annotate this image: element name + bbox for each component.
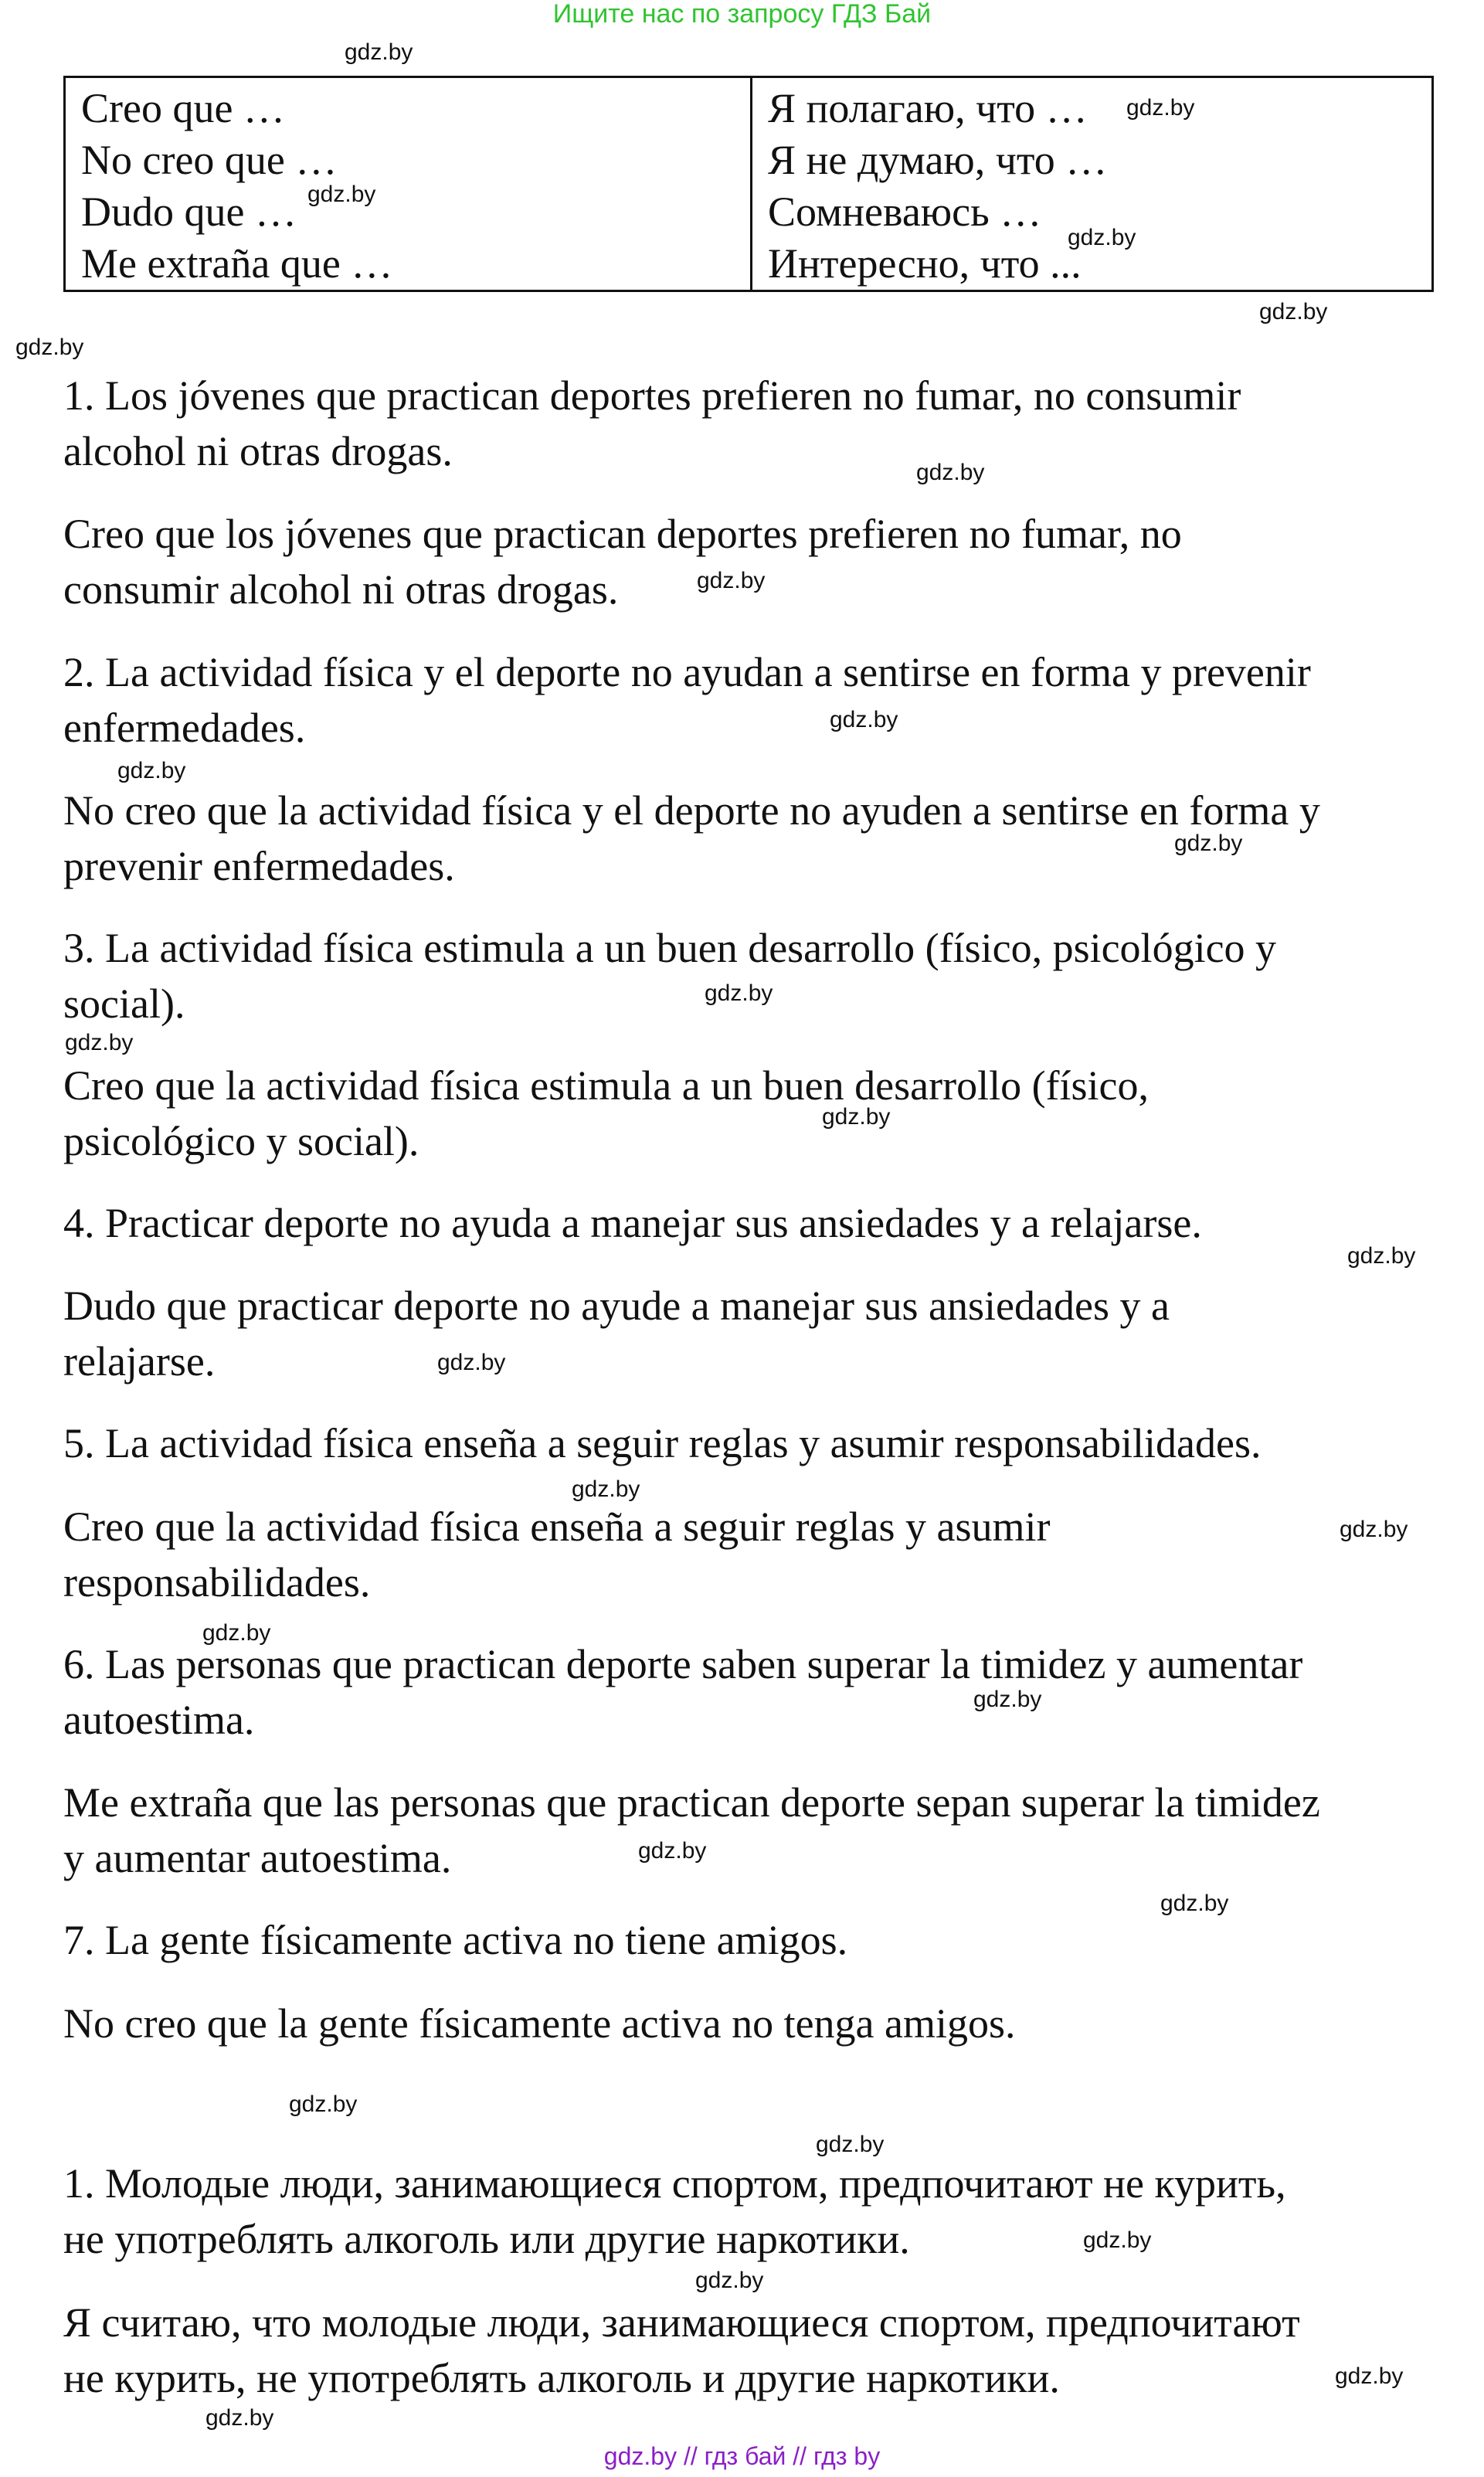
- text-line: 4. Practicar deporte no ayuda a manejar sus ansiedades y a relajarse.: [63, 1200, 1202, 1246]
- text-line: 3. La actividad física estimula a un buen desarrollo (físico, psicológico y: [63, 925, 1277, 971]
- statement-1: [63, 368, 1438, 479]
- watermark: gdz.by: [437, 1350, 506, 1375]
- watermark: gdz.by: [15, 335, 84, 360]
- text-line: не курить, не употреблять алкоголь и другие наркотики.: [63, 2355, 1060, 2401]
- watermark: gdz.by: [1174, 831, 1243, 856]
- text-line: responsabilidades.: [63, 1559, 371, 1605]
- russian-phrase: Интересно, что ...: [768, 240, 1082, 287]
- watermark: gdz.by: [695, 2268, 764, 2293]
- watermark: gdz.by: [1160, 1891, 1229, 1916]
- statement-6: [63, 1636, 1438, 1748]
- spanish-phrase: Creo que …: [81, 85, 285, 131]
- phrase-table: [63, 76, 1434, 292]
- watermark: gdz.by: [117, 758, 186, 783]
- watermark: gdz.by: [973, 1687, 1042, 1712]
- text-line: 7. La gente físicamente activa no tiene amigos.: [63, 1917, 848, 1963]
- text-line: 5. La actividad física enseña a seguir reglas y asumir responsabilidades.: [63, 1420, 1262, 1466]
- watermark: gdz.by: [1335, 2363, 1404, 2389]
- watermark: gdz.by: [830, 707, 898, 732]
- watermark: gdz.by: [1340, 1517, 1408, 1542]
- spanish-phrase: No creo que …: [81, 137, 338, 183]
- text-line: Me extraña que las personas que practican deporte sepan superar la timidez: [63, 1779, 1320, 1826]
- watermark: gdz.by: [816, 2132, 885, 2157]
- watermark: gdz.by: [65, 1030, 134, 1055]
- spanish-phrases-cell: [65, 77, 752, 291]
- bottom-banner[interactable]: gdz.by // гдз бай // гдз by: [603, 2442, 881, 2470]
- watermark: gdz.by: [1347, 1243, 1416, 1269]
- answer-3: [63, 1058, 1438, 1169]
- text-line: No creo que la actividad física y el deporte no ayuden a sentirse en forma y: [63, 787, 1320, 834]
- text-line: Creo que la actividad física enseña a seguir reglas y asumir: [63, 1504, 1051, 1550]
- text-line: Creo que los jóvenes que practican deportes prefieren no fumar, no: [63, 511, 1182, 557]
- text-line: y aumentar autoestima.: [63, 1835, 452, 1881]
- watermark: gdz.by: [1068, 225, 1136, 250]
- text-line: relajarse.: [63, 1338, 216, 1385]
- watermark: gdz.by: [697, 568, 766, 593]
- statement-5: [63, 1415, 1438, 1471]
- text-line: Creo que la actividad física estimula a un buen desarrollo (físico,: [63, 1062, 1150, 1109]
- answer-6: [63, 1775, 1438, 1886]
- statement-3: [63, 920, 1438, 1031]
- text-line: 1. Молодые люди, занимающиеся спортом, предпочитают не курить,: [63, 2160, 1286, 2207]
- watermark: gdz.by: [705, 980, 773, 1006]
- russian-phrase: Я полагаю, что …: [768, 85, 1088, 131]
- answer-7: [63, 1996, 1438, 2051]
- watermark: gdz.by: [638, 1838, 707, 1864]
- text-line: consumir alcohol ni otras drogas.: [63, 566, 619, 613]
- text-line: Dudo que practicar deporte no ayude a manejar sus ansiedades y a: [63, 1283, 1170, 1329]
- translation-statement-1: [63, 2156, 1438, 2267]
- statement-7: [63, 1912, 1438, 1968]
- top-banner[interactable]: Ищите нас по запросу ГДЗ Бай: [552, 0, 932, 29]
- spanish-phrase: Me extraña que …: [81, 240, 393, 287]
- text-line: enfermedades.: [63, 705, 306, 751]
- text-line: не употреблять алкоголь или другие наркотики.: [63, 2216, 910, 2262]
- russian-phrase: Сомневаюсь …: [768, 189, 1042, 235]
- answer-5: [63, 1499, 1438, 1610]
- watermark: gdz.by: [205, 2405, 274, 2431]
- answer-4: [63, 1278, 1438, 1389]
- watermark: gdz.by: [1259, 299, 1328, 324]
- watermark: gdz.by: [1083, 2227, 1152, 2253]
- text-line: alcohol ni otras drogas.: [63, 428, 453, 474]
- answer-1: [63, 506, 1438, 617]
- text-line: autoestima.: [63, 1697, 255, 1743]
- watermark: gdz.by: [916, 460, 985, 485]
- watermark: gdz.by: [1126, 95, 1195, 121]
- text-line: 6. Las personas que practican deporte saben superar la timidez y aumentar: [63, 1641, 1303, 1687]
- russian-phrases-cell: [752, 77, 1433, 291]
- watermark: gdz.by: [289, 2091, 358, 2117]
- text-line: Я считаю, что молодые люди, занимающиеся спортом, предпочитают: [63, 2299, 1300, 2346]
- watermark: gdz.by: [345, 39, 413, 65]
- watermark: gdz.by: [202, 1620, 271, 1646]
- text-line: psicológico y social).: [63, 1118, 419, 1164]
- text-line: 1. Los jóvenes que practican deportes prefieren no fumar, no consumir: [63, 372, 1241, 419]
- spanish-phrase: Dudo que …: [81, 189, 297, 235]
- watermark: gdz.by: [572, 1476, 640, 1502]
- watermark: gdz.by: [822, 1104, 891, 1130]
- text-line: 2. La actividad física y el deporte no ayudan a sentirse en forma y prevenir: [63, 649, 1311, 695]
- text-line: No creo que la gente físicamente activa no tenga amigos.: [63, 2000, 1016, 2047]
- statement-2: [63, 644, 1438, 756]
- statement-4: [63, 1195, 1438, 1251]
- watermark: gdz.by: [307, 182, 376, 207]
- text-line: prevenir enfermedades.: [63, 843, 455, 889]
- text-line: social).: [63, 980, 185, 1027]
- translation-answer-1: [63, 2295, 1438, 2406]
- russian-phrase: Я не думаю, что …: [768, 137, 1108, 183]
